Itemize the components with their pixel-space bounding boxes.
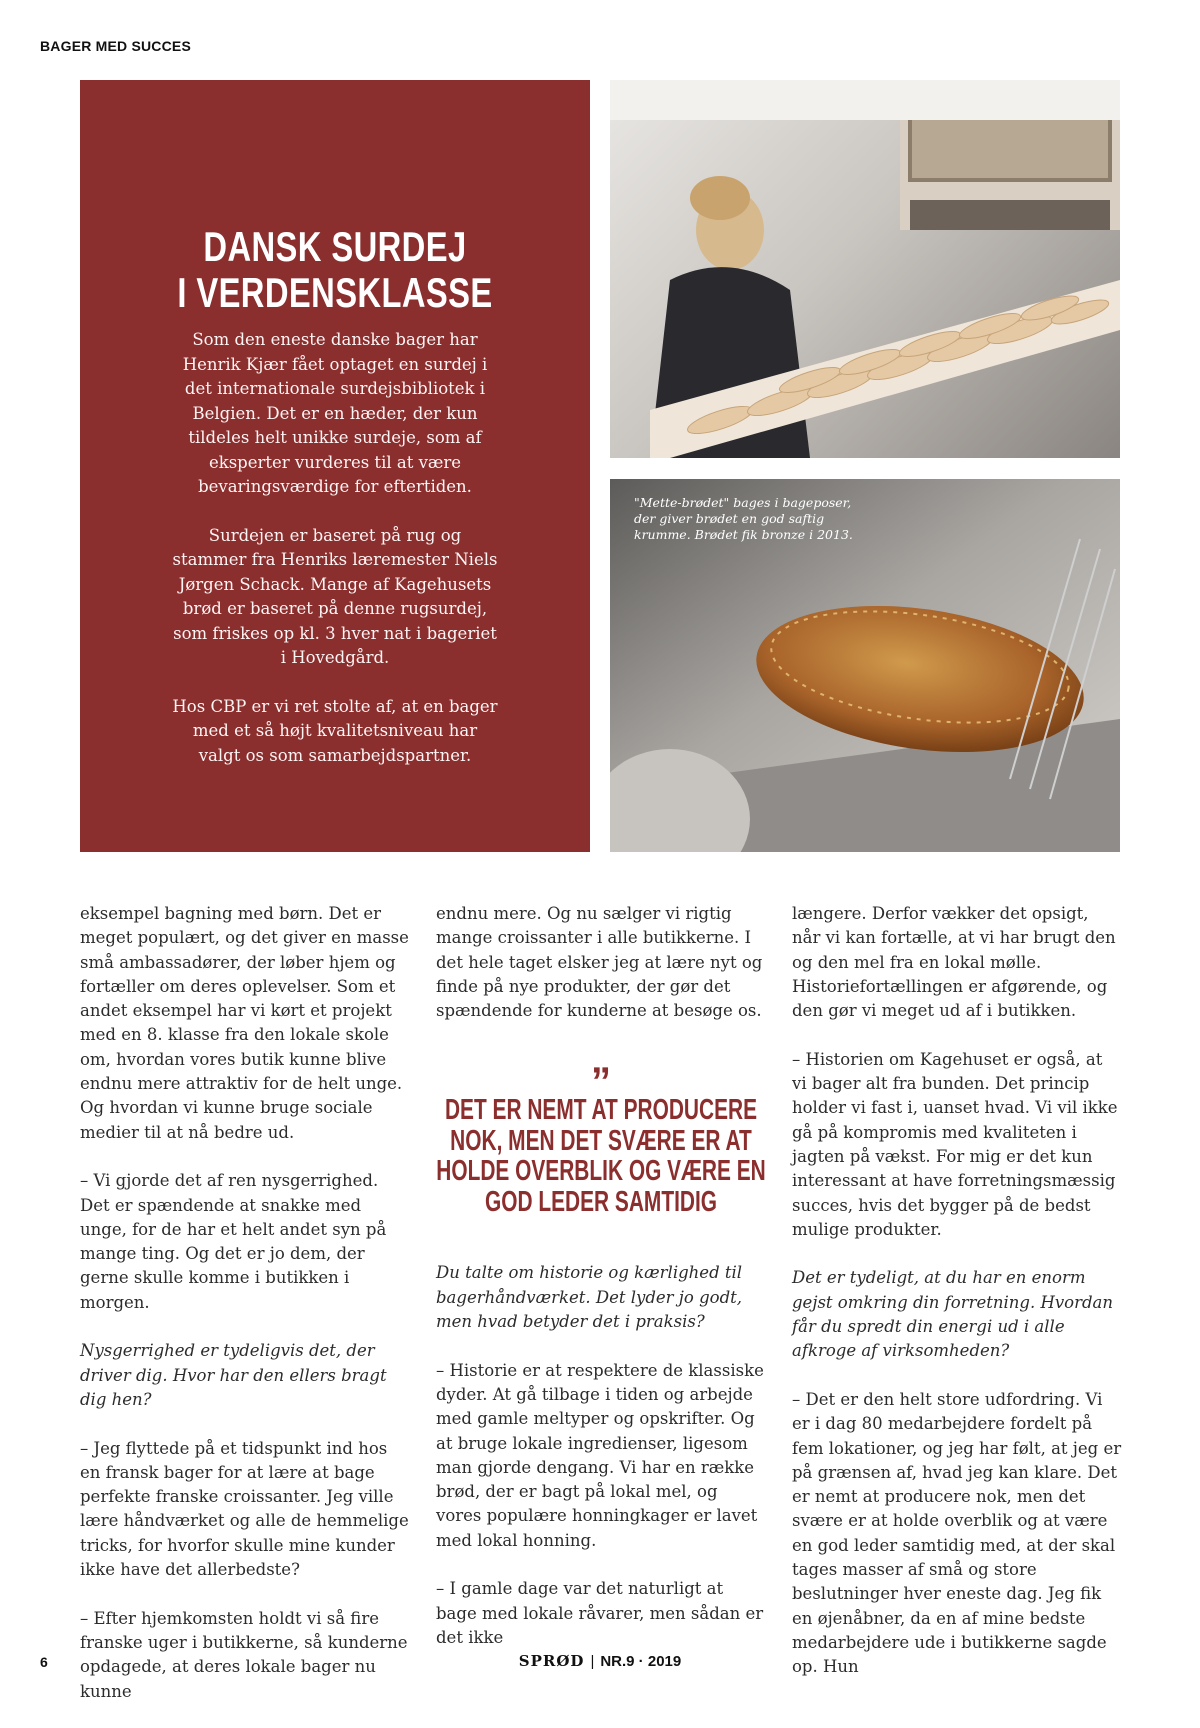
pull-quote-text: DET ER NEMT AT PRODUCERE NOK, MEN DET SVÆRE ER AT HOLDE OVERBLIK OG VÆRE EN GOD LEDER SAMTIDIG: [436, 1094, 766, 1218]
baker-oven-illustration: [610, 80, 1120, 458]
page-number: 6: [40, 1654, 48, 1670]
article-column-1: [80, 902, 410, 1728]
pull-quote: [436, 1060, 766, 1218]
body-paragraph: – Historie er at respektere de klassiske dyder. At gå tilbage i tiden og arbejde med gamle meltyper og opskrifter. Og at bruge lokale ingredienser, ligesom man gjorde dengang. Vi har en række brød, der er bagt på lokal mel, og vores populære honningkager er lavet med lokal honning.: [436, 1360, 764, 1550]
magazine-brand: SPRØD: [518, 1652, 585, 1670]
sidebar-paragraph: Hos CBP er vi ret stolte af, at en bager med et så højt kvalitetsniveau har valgt os som samarbejdspartner.: [172, 696, 498, 765]
section-label: BAGER MED SUCCES: [40, 38, 191, 54]
sidebar-title-line1: DANSK SURDEJ: [203, 223, 467, 270]
body-paragraph: – Vi gjorde det af ren nysgerrighed. Det er spændende at snakke med unge, for de har et helt andet syn på mange ting. Og det er jo dem, der gerne skulle komme i butikken i morgen.: [80, 1171, 387, 1312]
footer-separator: |: [590, 1653, 595, 1670]
interview-question: Nysgerrighed er tydeligvis det, der driver dig. Hvor har den ellers bragt dig hen?: [80, 1341, 387, 1409]
body-paragraph: – Jeg flyttede på et tidspunkt ind hos en fransk bager for at lære at bage perfekte franske croissanter. Jeg ville lære håndværket og alle de hemmelige tricks, for hvorfor skulle mine kunder ikke have det allerbedste?: [80, 1438, 409, 1580]
article-column-3: [792, 902, 1122, 1704]
body-paragraph: – Det er den helt store udfordring. Vi er i dag 80 medarbejdere fordelt på fem lokationer, og jeg har følt, at jeg er på grænsen af, hvad jeg kan klare. Det er nemt at producere nok, men det svære er at holde overblik og at være en god leder samtidig med, at der skal tages masser af små og store beslutninger hver eneste dag. Jeg fik en øjenåbner, da en af mine bedste medarbejdere ude i butikkerne sagde op. Hun: [792, 1389, 1122, 1677]
quote-mark-icon: ”: [591, 1060, 611, 1105]
footer: [0, 1652, 1200, 1670]
bread-loaf-photo: [610, 479, 1120, 852]
article-column-2: [436, 902, 766, 1675]
body-paragraph: eksempel bagning med børn. Det er meget populært, og det giver en masse små ambassadører, der løber hjem og fortæller om deres oplevelser. Som et andet eksempel har vi kørt et projekt med en 8. klasse fra den lokale skole om, hvordan vores butik kunne blive endnu mere attraktiv for de helt unge. Og hvordan vi kunne bruge sociale medier til at nå bedre ud.: [80, 904, 409, 1142]
interview-question: Du talte om historie og kærlighed til bagerhåndværket. Det lyder jo godt, men hvad betyder det i praksis?: [436, 1263, 743, 1332]
body-paragraph: – Historien om Kagehuset er også, at vi bager alt fra bunden. Det princip holder vi fast i, uanset hvad. Vi vil ikke gå på kompromis med kvaliteten i jagten på vækst. For mig er det kun interessant at have forretningsmæssig succes, hvis det bygger på de bedst mulige produkter.: [792, 1049, 1118, 1239]
sidebar-paragraph: Som den eneste danske bager har Henrik Kjær fået optaget en surdej i det internationale surdejsbibliotek i Belgien. Det er en hæder, der kun tildeles helt unikke surdeje, som af eksperter vurderes til at være bevaringsværdige for eftertiden.: [182, 330, 488, 496]
issue-label: NR.9 · 2019: [600, 1653, 682, 1670]
body-paragraph: længere. Derfor vækker det opsigt, når vi kan fortælle, at vi har brugt den og den mel fra en lokal mølle. Historiefortællingen er afgørende, og den gør vi meget ud af i butikken.: [792, 904, 1116, 1021]
sidebar-box: [80, 80, 590, 852]
sidebar-title: [136, 224, 534, 316]
sidebar-body: [170, 328, 500, 792]
sidebar-paragraph: Surdejen er baseret på rug og stammer fra Henriks læremester Niels Jørgen Schack. Mange af Kagehusets brød er baseret på denne rugsurdej, som friskes op kl. 3 hver nat i bageriet i Hovedgård.: [172, 525, 498, 667]
body-paragraph: endnu mere. Og nu sælger vi rigtig mange croissanter i alle butikkerne. I det hele taget elsker jeg at lære nyt og finde på nye produkter, der gør det spændende for kunderne at besøge os.: [436, 904, 763, 1021]
sidebar-title-line2: I VERDENSKLASSE: [177, 269, 493, 316]
photo-caption: "Mette-brødet" bages i bageposer, der giver brødet en god saftig krumme. Brødet fik bronze i 2013.: [634, 495, 853, 542]
body-paragraph: – Efter hjemkomsten holdt vi så fire franske uger i butikkerne, så kunderne opdagede, at deres lokale bager nu kunne: [80, 1608, 408, 1701]
baker-oven-photo: [610, 80, 1120, 458]
interview-question: Det er tydeligt, at du har en enorm gejst omkring din forretning. Hvordan får du spredt din energi ud i alle afkroge af virksomheden?: [792, 1268, 1114, 1361]
body-paragraph: – I gamle dage var det naturligt at bage med lokale råvarer, men sådan er det ikke: [436, 1579, 764, 1647]
